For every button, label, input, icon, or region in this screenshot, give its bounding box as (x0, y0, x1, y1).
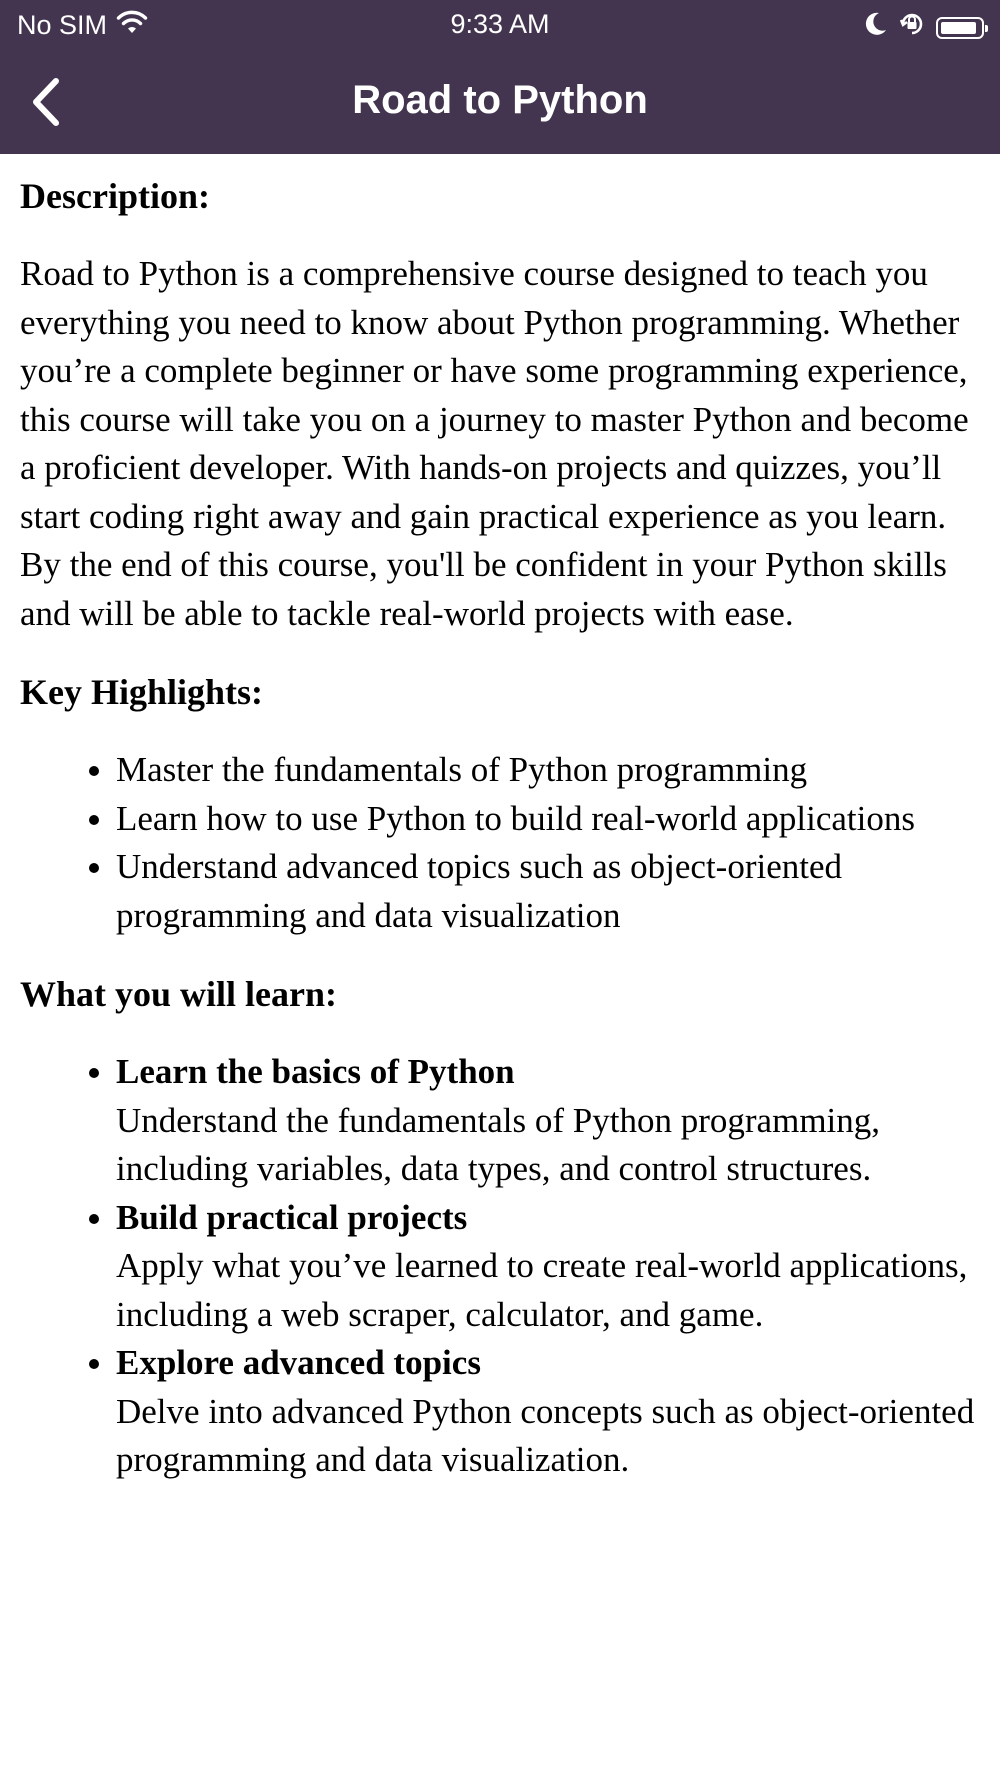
page-title: Road to Python (352, 78, 648, 122)
course-content (0, 154, 1000, 1485)
nav-bar (0, 50, 1000, 154)
list-item: • Understand advanced topics such as object-oriented programming and data visualization (116, 843, 980, 940)
highlights-heading: Key Highlights: (20, 672, 264, 712)
list-item (116, 1048, 980, 1194)
list-item (116, 1194, 980, 1340)
learn-list (20, 1048, 980, 1485)
item-text: Apply what you’ve learned to create real-world applications, including a web scraper, calculator, and game. (116, 1246, 968, 1334)
header (0, 0, 1000, 154)
highlights-list (20, 746, 980, 940)
orientation-lock-icon (898, 10, 926, 45)
moon-icon (864, 11, 888, 44)
item-title: • Build practical projects (116, 1197, 468, 1237)
list-item (116, 1339, 980, 1485)
description-heading: Description: (20, 176, 210, 216)
carrier-label: No SIM (17, 10, 108, 40)
battery-icon (936, 17, 984, 39)
item-title: • Learn the basics of Python (116, 1052, 515, 1091)
status-bar (0, 0, 1000, 50)
description-text: Road to Python is a comprehensive course designed to teach you everything you need to know about Python programming. Whether you’re a complete beginner or have some programming experience, this course will take you on a journey to master Python and become a proficient developer. With hands-on projects and quizzes, you’ll start coding right away and gain practical experience as you learn. By the end of this course, you'll be confident in your Python skills and will be able to tackle real-world projects with ease. (20, 254, 969, 633)
item-title: • Explore advanced topics (116, 1343, 481, 1382)
status-right (864, 10, 984, 45)
item-text: Delve into advanced Python concepts such as object-oriented programming and data visualization. (116, 1391, 975, 1479)
learn-heading: What you will learn: (20, 974, 338, 1014)
list-item: • Master the fundamentals of Python programming (116, 746, 980, 795)
item-text: Understand the fundamentals of Python programming, including variables, data types, and control structures. (116, 1100, 881, 1188)
list-item: • Learn how to use Python to build real-world applications (116, 795, 980, 844)
status-time: 9:33 AM (450, 9, 550, 39)
